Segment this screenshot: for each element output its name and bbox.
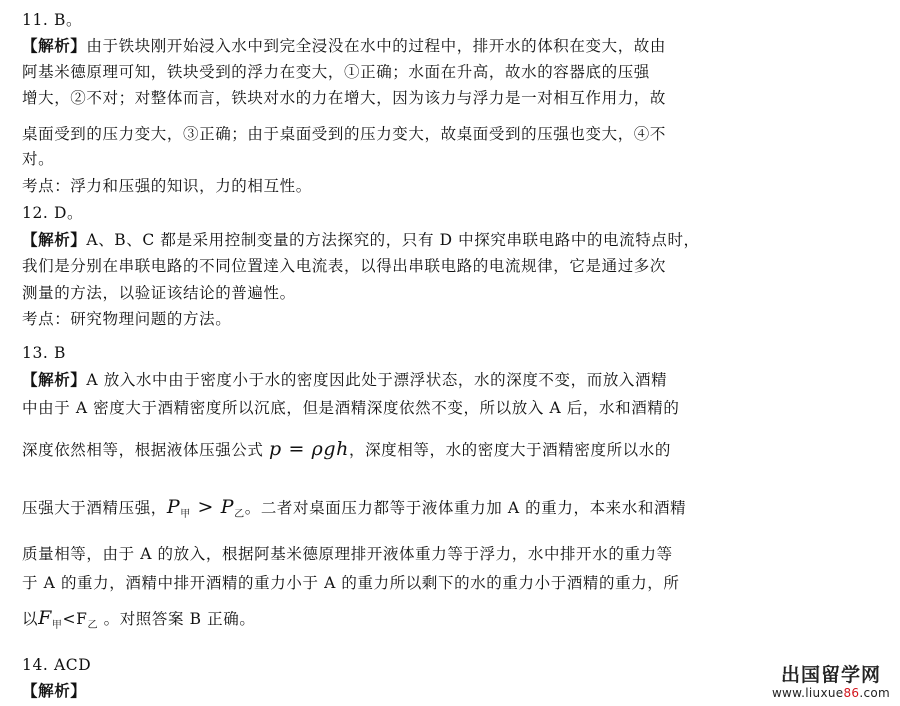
q13-analysis-line-2: 中由于 A 密度大于酒精密度所以沉底，但是酒精深度依然不变，所以放入 A 后，水和酒精的 bbox=[22, 399, 680, 417]
q12-analysis-line-3: 测量的方法，以验证该结论的普遍性。 bbox=[22, 284, 296, 302]
q11-analysis-line-3: 增大，②不对；对整体而言，铁块对水的力在增大，因为该力与浮力是一对相互作用力，故 bbox=[22, 89, 667, 107]
q13-analysis-line-5: 质量相等，由于 A 的放入，根据阿基米德原理排开液体重力等于浮力，水中排开水的重力等 bbox=[22, 545, 673, 563]
q13-answer: 13. B bbox=[22, 344, 66, 362]
q14-analysis-tag: 【解析】 bbox=[22, 681, 87, 700]
q11-analysis-line-5: 对。 bbox=[22, 150, 55, 168]
analysis-tag: 【解析】 bbox=[22, 370, 87, 389]
analysis-tag: 【解析】 bbox=[22, 36, 87, 55]
q13-analysis-line-1: 【解析】A 放入水中由于密度小于水的密度因此处于漂浮状态，水的深度不变，而放入酒精 bbox=[22, 370, 668, 389]
q11-analysis-line-4: 桌面受到的压力变大，③正确；由于桌面受到的压力变大，故桌面受到的压强也变大，④不 bbox=[22, 125, 667, 143]
pressure-formula: p = ρgh bbox=[269, 438, 349, 460]
force-comparison: $F_甲$ bbox=[38, 607, 63, 631]
analysis-tag: 【解析】 bbox=[22, 230, 87, 249]
q14-answer: 14. ACD bbox=[22, 656, 92, 674]
site-watermark bbox=[772, 664, 890, 700]
q11-analysis-line-1: 【解析】由于铁块刚开始浸入水中到完全浸没在水中的过程中，排开水的体积在变大，故由 bbox=[22, 36, 667, 55]
q11-answer: 11. B。 bbox=[22, 11, 83, 29]
q12-analysis-line-2: 我们是分别在串联电路的不同位置逹入电流表，以得出串联电路的电流规律，它是通过多次 bbox=[22, 257, 667, 275]
q13-analysis-line-4: 压强大于酒精压强，$P_甲 > P_乙$。二者对桌面压力都等于液体重力加 A 的重力，本来水和酒精 bbox=[22, 496, 687, 520]
q13-analysis-line-7: 以$F_甲<F_乙$ 。对照答案 B 正确。 bbox=[22, 607, 256, 631]
q11-kaodian: 考点：浮力和压强的知识，力的相互性。 bbox=[22, 177, 312, 195]
q12-analysis-line-1: 【解析】A、B、C 都是采用控制变量的方法探究的，只有 D 中探究串联电路中的电流特点时， bbox=[22, 230, 700, 249]
q12-kaodian: 考点：研究物理问题的方法。 bbox=[22, 310, 232, 328]
q13-analysis-line-6: 于 A 的重力，酒精中排开酒精的重力小于 A 的重力所以剩下的水的重力小于酒精的重力，所 bbox=[22, 574, 680, 592]
q12-answer: 12. D。 bbox=[22, 204, 84, 222]
watermark-url: www.liuxue86.com bbox=[771, 686, 890, 700]
q13-analysis-line-3: 深度依然相等，根据液体压强公式 p = ρgh，深度相等，水的密度大于酒精密度所以水的 bbox=[22, 438, 671, 460]
watermark-title: 出国留学网 bbox=[780, 664, 881, 686]
pressure-comparison: $P_甲 > P_乙$ bbox=[166, 496, 245, 520]
q11-analysis-line-2: 阿基米德原理可知，铁块受到的浮力在变大，①正确；水面在升高，故水的容器底的压强 bbox=[22, 63, 650, 81]
